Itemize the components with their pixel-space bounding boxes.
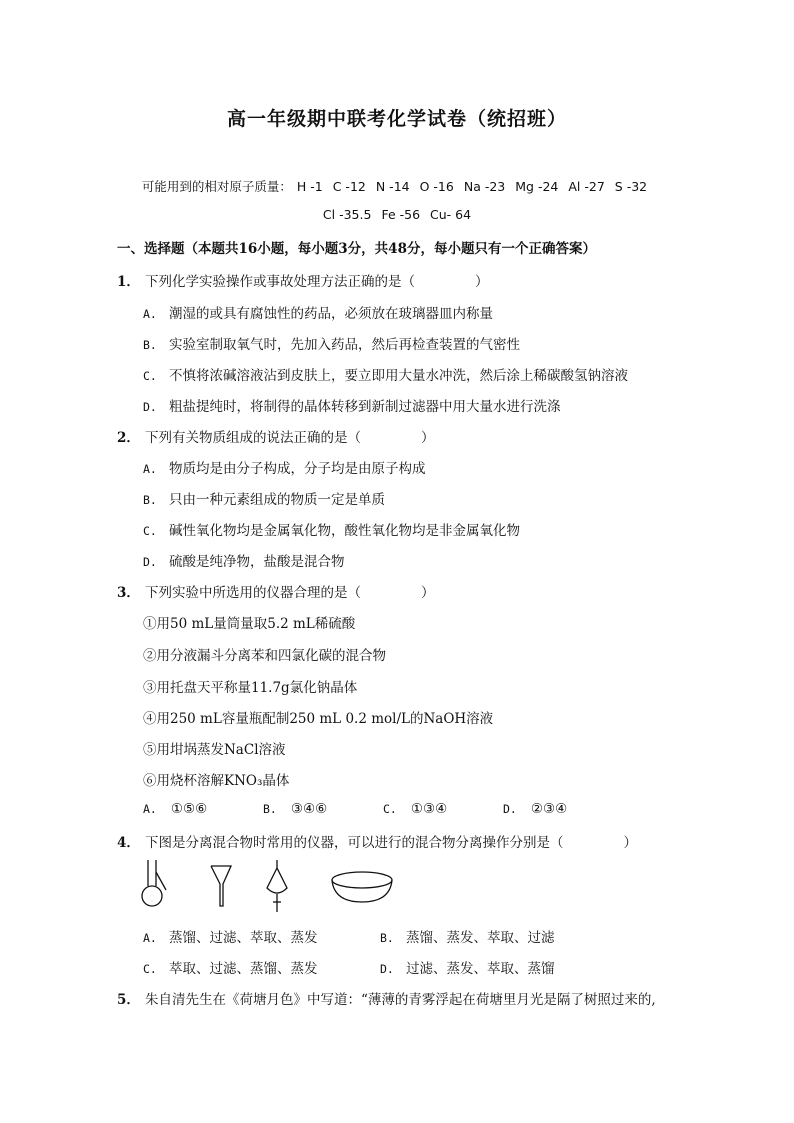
q4-options-row-1 [143, 926, 617, 946]
q4-options-row-2 [143, 957, 617, 977]
q4-option-a: A. 蒸馏、过滤、萃取、蒸发 [143, 930, 318, 946]
section-title: 一、选择题（本题共16小题，每小题3分，共48分，每小题只有一个正确答案） [117, 241, 596, 257]
q2-option-d: D. 硫酸是纯净物，盐酸是混合物 [143, 554, 345, 570]
atomic-mass-h: H -1 [296, 179, 323, 194]
q2-option-b: B. 只由一种元素组成的物质一定是单质 [143, 492, 385, 508]
question-number: 2． [117, 430, 140, 446]
q3-item-6: ⑥用烧杯溶解KNO₃晶体 [143, 773, 290, 789]
question-stem: 朱自清先生在《荷塘月色》中写道：“薄薄的青雾浮起在荷塘里月光是隔了树照过来的, [145, 992, 656, 1008]
exam-title: 高一年级期中联考化学试卷（统招班） [226, 108, 567, 130]
q3-option-b: B. ③④⑥ [263, 801, 328, 817]
q3-item-2: ②用分液漏斗分离苯和四氯化碳的混合物 [143, 648, 386, 664]
separatory-funnel-icon [267, 860, 287, 912]
q3-option-d: D. ②③④ [503, 801, 568, 817]
question-2: 2． 下列有关物质组成的说法正确的是（ ） [117, 426, 435, 446]
q3-item-3: ③用托盘天平称量11.7g氯化钠晶体 [143, 680, 358, 696]
q4-option-c: C. 萃取、过滤、蒸馏、蒸发 [143, 961, 318, 977]
atomic-mass-cu: Cu- 64 [430, 207, 472, 222]
q3-item-1: ①用50 mL量筒量取5.2 mL稀硫酸 [143, 616, 356, 632]
question-number: 4． [117, 835, 140, 851]
atomic-mass-mg: Mg -24 [515, 179, 559, 194]
atomic-masses-label: 可能用到的相对原子质量： [141, 179, 292, 194]
q4-option-d: D. 过滤、蒸发、萃取、蒸馏 [380, 961, 555, 977]
atomic-mass-o: O -16 [419, 179, 454, 194]
question-stem: 下图是分离混合物时常用的仪器，可以进行的混合物分离操作分别是（ [145, 835, 564, 851]
atomic-mass-n: N -14 [375, 179, 410, 194]
question-number: 5． [117, 992, 140, 1008]
atomic-mass-s: S -32 [614, 179, 648, 194]
distillation-flask-icon [142, 860, 166, 906]
q2-option-c: C. 碱性氧化物均是金属氧化物，酸性氧化物均是非金属氧化物 [143, 523, 520, 539]
q3-item-4: ④用250 mL容量瓶配制250 mL 0.2 mol/L的NaOH溶液 [143, 711, 494, 727]
atomic-mass-fe: Fe -56 [381, 207, 421, 222]
q1-option-c: C. 不慎将浓碱溶液沾到皮肤上，要立即用大量水冲洗，然后涂上稀碳酸氢钠溶液 [143, 368, 628, 384]
question-4: 4． 下图是分离混合物时常用的仪器，可以进行的混合物分离操作分别是（ ） [117, 831, 637, 851]
q3-option-a: A. ①⑤⑥ [143, 801, 208, 817]
q3-option-c: C. ①③④ [383, 801, 448, 817]
atomic-masses-row-1 [0, 177, 794, 195]
question-number: 1． [117, 274, 140, 290]
evaporating-dish-icon [332, 872, 392, 902]
q1-option-b: B. 实验室制取氧气时，先加入药品，然后再检查装置的气密性 [143, 337, 520, 353]
atomic-masses-row-2 [0, 207, 794, 222]
atomic-mass-c: C -12 [332, 179, 366, 194]
lab-apparatus-figure [136, 858, 416, 914]
q3-item-5: ⑤用坩埚蒸发NaCl溶液 [143, 742, 286, 758]
q1-option-d: D. 粗盐提纯时，将制得的晶体转移到新制过滤器中用大量水进行洗涤 [143, 399, 561, 415]
atomic-mass-na: Na -23 [463, 179, 506, 194]
question-1: 1． 下列化学实验操作或事故处理方法正确的是（ ） [117, 270, 489, 290]
q3-options [143, 801, 623, 817]
funnel-icon [211, 866, 231, 906]
question-5 [117, 988, 656, 1008]
question-stem: 下列实验中所选用的仪器合理的是（ [145, 585, 361, 601]
atomic-mass-al: Al -27 [568, 179, 605, 194]
question-stem: 下列化学实验操作或事故处理方法正确的是（ [145, 274, 415, 290]
atomic-mass-cl: Cl -35.5 [322, 207, 372, 222]
question-number: 3． [117, 585, 140, 601]
question-3: 3． 下列实验中所选用的仪器合理的是（ ） [117, 581, 435, 601]
question-stem: 下列有关物质组成的说法正确的是（ [145, 430, 361, 446]
q2-option-a: A. 物质均是由分子构成，分子均是由原子构成 [143, 461, 426, 477]
q4-option-b: B. 蒸馏、蒸发、萃取、过滤 [380, 930, 555, 946]
q1-option-a: A. 潮湿的或具有腐蚀性的药品，必须放在玻璃器皿内称量 [143, 306, 493, 322]
